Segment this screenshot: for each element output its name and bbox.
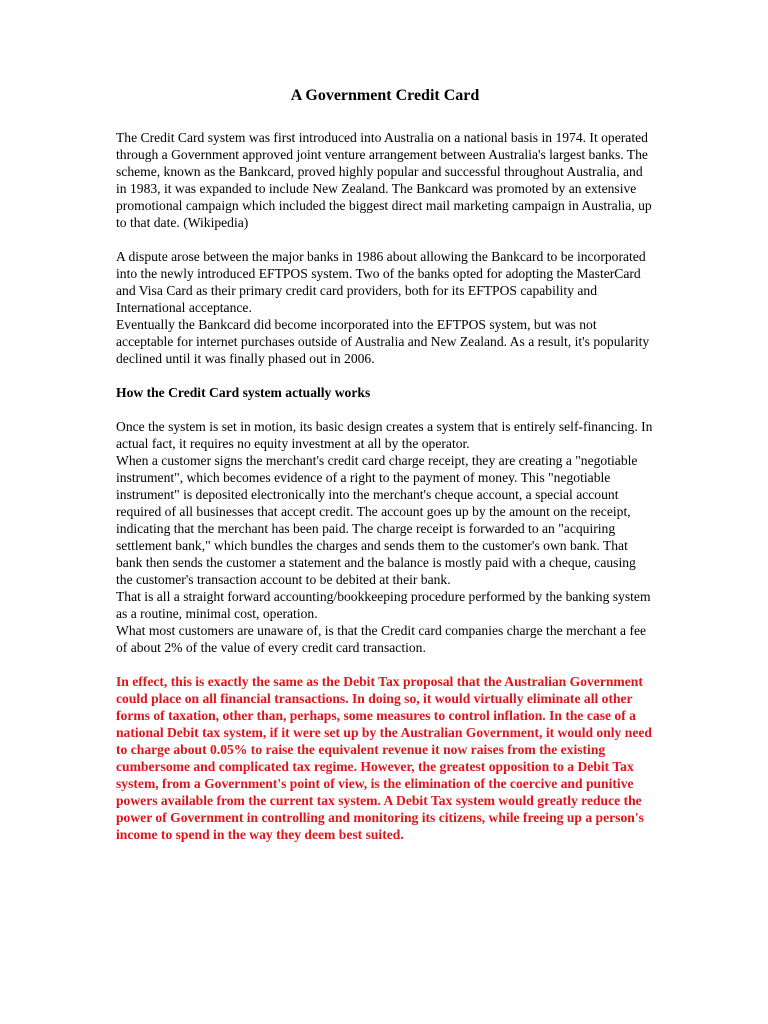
paragraph-spacer [116,231,654,248]
phase-out-paragraph: Eventually the Bankcard did become incorporated into the EFTPOS system, but was not acceptable for internet purchases outside of Australia and New Zealand. As a result, it's popularity declined until it was finally phased out in 2006. [116,317,650,366]
section-heading: How the Credit Card system actually works [116,385,371,400]
dispute-paragraph: A dispute arose between the major banks in 1986 about allowing the Bankcard to be incorporated into the newly introduced EFTPOS system. Two of the banks opted for adopting the MasterCard and Visa Card as their primary credit card providers, both for its EFTPOS capability and International acceptance. [116,249,646,315]
self-financing-paragraph: Once the system is set in motion, its basic design creates a system that is entirely self-financing. In actual fact, it requires no equity investment at all by the operator. [116,419,653,451]
negotiable-instrument-paragraph: When a customer signs the merchant's credit card charge receipt, they are creating a "negotiable instrument", which becomes evidence of a right to the payment of money. This "negotiable instrument" is deposited electronically into the merchant's cheque account, a special account required of all businesses that accept credit. The account goes up by the amount on the receipt, indicating that the merchant has been paid. The charge receipt is forwarded to an "acquiring settlement bank," which bundles the charges and sends them to the customer's own bank. That bank then sends the customer a statement and the balance is mostly paid with a cheque, causing the customer's transaction account to be debited at their bank. [116,453,638,587]
document-title: A Government Credit Card [290,87,480,104]
document-page [116,86,654,843]
paragraph-spacer [116,656,654,673]
paragraph-spacer [116,367,654,384]
intro-paragraph: The Credit Card system was first introduced into Australia on a national basis in 1974. It operated through a Government approved joint venture arrangement between Australia's largest banks. The scheme, known as the Bankcard, proved highly popular and successful throughout Australia, and in 1983, it was expanded to include New Zealand. The Bankcard was promoted by an extensive promotional campaign which included the biggest direct mail marketing campaign in Australia, up to that date. (Wikipedia) [116,130,652,230]
bookkeeping-paragraph: That is all a straight forward accounting/bookkeeping procedure performed by the banking system as a routine, minimal cost, operation. [116,589,651,621]
paragraph-spacer [116,401,654,418]
debit-tax-paragraph: In effect, this is exactly the same as the Debit Tax proposal that the Australian Government could place on all financial transactions. In doing so, it would virtually eliminate all other forms of taxation, other than, perhaps, some measures to control inflation. In the case of a national Debit tax system, if it were set up by the Australian Government, it would only need to charge about 0.05% to raise the equivalent revenue it now raises from the existing cumbersome and complicated tax regime. However, the greatest opposition to a Debit Tax system, from a Government's point of view, is the elimination of the coercive and punitive powers available from the current tax system. A Debit Tax system would greatly reduce the power of Government in controlling and monitoring its citizens, while freeing up a person's income to spend in the way they deem best suited. [116,674,652,842]
merchant-fee-paragraph: What most customers are unaware of, is that the Credit card companies charge the merchant a fee of about 2% of the value of every credit card transaction. [116,623,647,655]
